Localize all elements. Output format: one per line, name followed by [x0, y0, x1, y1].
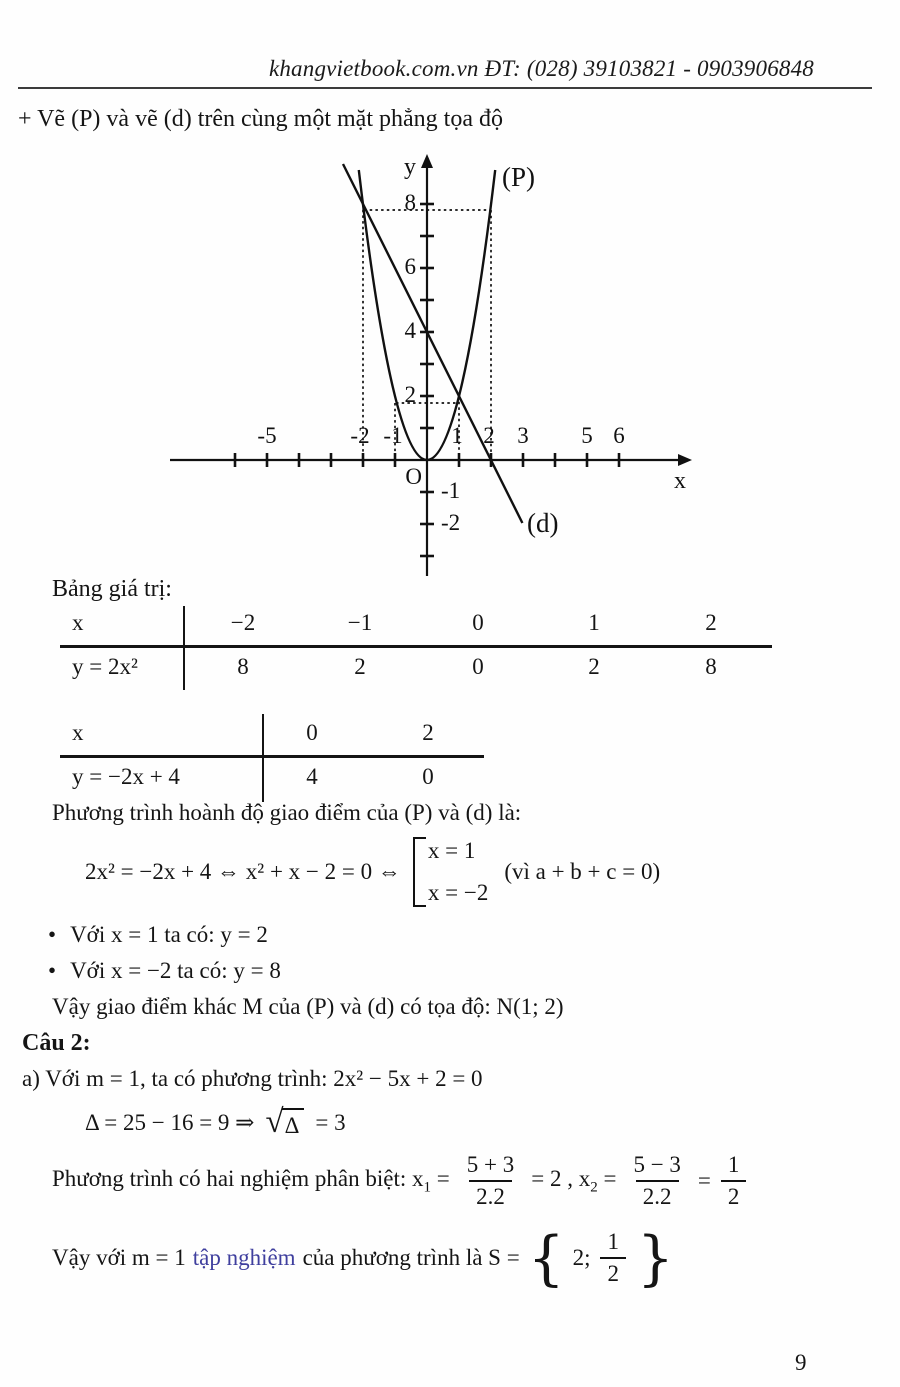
table-cell: 2	[422, 720, 434, 745]
table-divider-vertical	[183, 606, 185, 690]
x-tick-labels	[257, 423, 624, 448]
x-axis-arrow	[678, 454, 692, 466]
delta-line	[85, 1100, 346, 1146]
bullet-line	[48, 922, 268, 948]
table-cell: 0	[306, 720, 318, 745]
bullet-text: Với x = −2 ta có: y = 8	[70, 958, 281, 983]
conclusion-text-3: của phương trình là S =	[302, 1245, 520, 1270]
roots-mid: = 2 , $x_2$ =	[531, 1165, 617, 1196]
table-divider-vertical	[262, 714, 264, 802]
y-axis-label: y	[404, 154, 416, 180]
open-brace-icon: {	[527, 1223, 565, 1293]
bullet-icon: •	[48, 922, 57, 947]
svg-text:8: 8	[404, 190, 416, 215]
radicand: Δ	[282, 1108, 305, 1139]
fraction: $\frac{1}{2}$	[600, 1229, 626, 1287]
table-cell: 0	[472, 610, 484, 635]
intersection-heading: Phương trình hoành độ giao điểm của (P) và (d) là:	[52, 800, 522, 825]
table-cell: 2	[705, 610, 717, 635]
cau2-heading: Câu 2:	[22, 1030, 91, 1056]
y-negative-tick-labels	[441, 478, 460, 535]
svg-text:6: 6	[613, 423, 625, 448]
conclusion-intersection: Vậy giao điểm khác M của (P) và (d) có tọa độ: N(1; 2)	[52, 994, 564, 1019]
axes	[170, 166, 680, 576]
x-axis-label: x	[674, 468, 686, 494]
conclusion-text-1: Vậy với m = 1	[52, 1245, 186, 1270]
table-cell: 0	[422, 764, 434, 789]
table-cell: −1	[347, 610, 373, 635]
fraction: $\frac{5 + 3}{2.2}$	[466, 1152, 515, 1209]
cau2-line-a: a) Với m = 1, ta có phương trình: 2x² − 5x + 2 = 0	[22, 1066, 483, 1091]
svg-text:-1: -1	[383, 423, 403, 448]
parabola-label: (P)	[502, 162, 535, 192]
roots-line	[52, 1148, 749, 1214]
svg-text:-2: -2	[350, 423, 370, 448]
table-row-label: y = 2x²	[72, 654, 138, 679]
intersection-equation	[85, 834, 660, 910]
table-cell: 8	[705, 654, 717, 679]
close-brace-icon: }	[636, 1223, 674, 1293]
fraction: $\frac{1}{2}$	[721, 1152, 747, 1210]
bullet-icon: •	[48, 958, 57, 983]
origin-label: O	[405, 464, 422, 489]
delta-rhs: = 3	[315, 1110, 346, 1135]
case-2: x = −2	[427, 880, 489, 905]
bullet-text: Với x = 1 ta có: y = 2	[70, 922, 268, 947]
table-cell: 4	[306, 764, 318, 789]
value-table-line	[60, 714, 490, 802]
intro-line: + Vẽ (P) và vẽ (d) trên cùng một mặt phẳng tọa độ	[18, 106, 503, 132]
table-cell: 2	[588, 654, 600, 679]
value-table-title: Bảng giá trị:	[52, 576, 172, 602]
svg-text:6: 6	[404, 254, 416, 279]
header-divider	[18, 87, 872, 89]
case-1: x = 1	[427, 838, 476, 863]
conclusion-text-2: tập nghiệm	[192, 1245, 296, 1270]
table-row-label: y = −2x + 4	[72, 764, 180, 789]
table-cell: 0	[472, 654, 484, 679]
page-number: 9	[795, 1350, 807, 1375]
radical-icon: √	[265, 1103, 284, 1140]
svg-text:3: 3	[517, 423, 529, 448]
svg-text:5: 5	[581, 423, 593, 448]
cases-bracket	[413, 837, 488, 907]
roots-equals: =	[697, 1168, 711, 1193]
fraction: $\frac{5 - 3}{2.2}$	[633, 1152, 681, 1209]
bullet-line	[48, 958, 281, 984]
table-divider-horizontal	[60, 755, 484, 758]
table-divider-horizontal	[60, 645, 772, 648]
svg-text:-1: -1	[441, 478, 461, 503]
table-cell: 8	[237, 654, 249, 679]
set-first-element: 2;	[572, 1245, 591, 1270]
svg-text:1: 1	[451, 423, 463, 448]
equation-note: (vì a + b + c = 0)	[504, 859, 661, 884]
table-row-label: x	[72, 720, 84, 745]
value-table-parabola	[60, 604, 775, 692]
svg-text:-5: -5	[257, 423, 277, 448]
table-row-label: x	[72, 610, 84, 635]
table-cell: −2	[230, 610, 256, 635]
svg-text:-2: -2	[441, 510, 461, 535]
delta-lhs: Δ = 25 − 16 = 9 ⇒	[85, 1110, 255, 1135]
table-cell: 2	[354, 654, 366, 679]
table-cell: 1	[588, 610, 600, 635]
svg-text:4: 4	[404, 318, 416, 343]
y-axis-arrow	[421, 154, 433, 168]
cau2-conclusion	[52, 1218, 675, 1298]
line-d-curve	[343, 164, 522, 523]
equation-lhs: 2x² = −2x + 4 ⇔ x² + x − 2 = 0 ⇔	[85, 859, 401, 884]
svg-text:2: 2	[483, 423, 495, 448]
roots-lead: Phương trình có hai nghiệm phân biệt: $x_1$ =	[52, 1165, 450, 1196]
line-d-label: (d)	[527, 508, 559, 538]
sqrt-delta	[265, 1103, 304, 1140]
coordinate-plane-figure	[150, 138, 710, 583]
header-site-line: khangvietbook.com.vn ĐT: (028) 39103821 - 0903906848	[268, 56, 814, 81]
svg-text:2: 2	[404, 382, 416, 407]
